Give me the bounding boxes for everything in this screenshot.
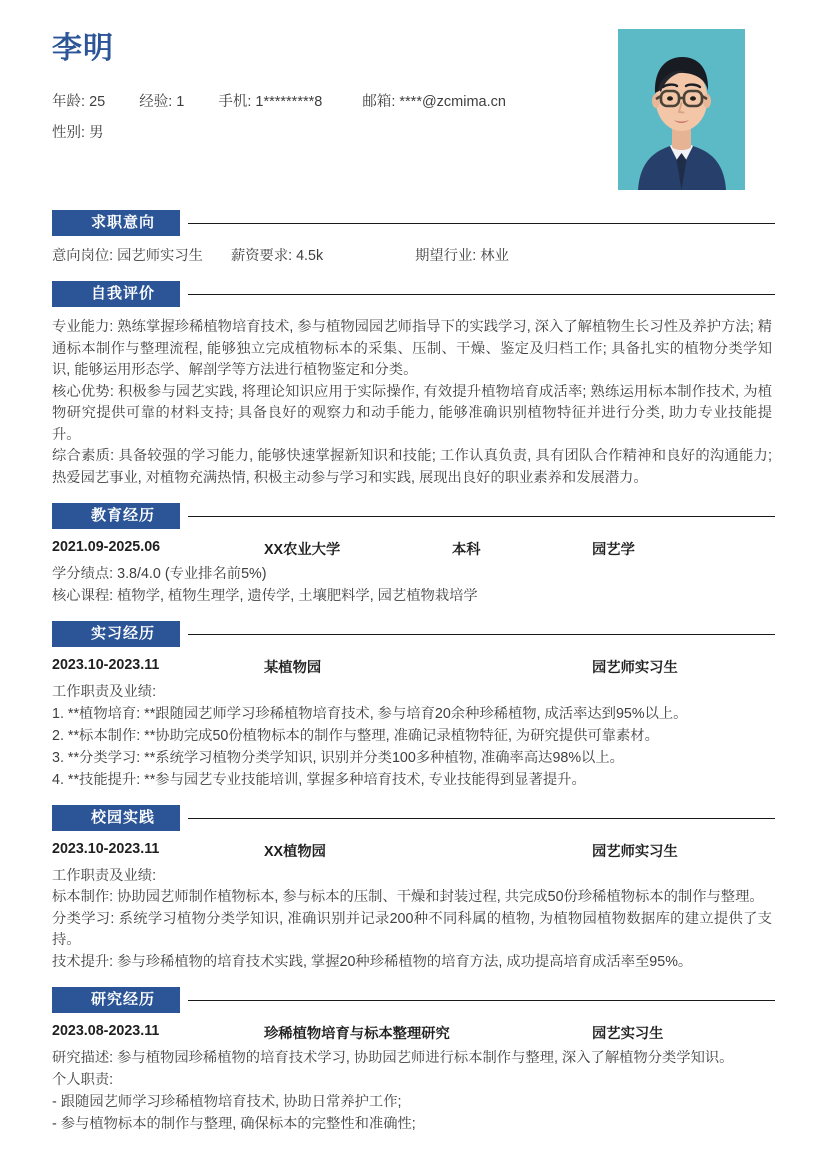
education-courses: 核心课程: 植物学, 植物生理学, 遗传学, 土壤肥料学, 园艺植物栽培学	[52, 588, 478, 604]
campus-entry-row	[52, 841, 775, 865]
job-intent-salary-label: 薪资要求:	[230, 248, 293, 264]
contact-email	[362, 95, 506, 110]
section-rule	[188, 223, 775, 224]
section-rule	[188, 818, 775, 819]
candidate-photo	[618, 29, 745, 190]
list-item: - 参与植物标本的制作与整理, 确保标本的完整性和准确性;	[52, 1116, 416, 1132]
list-item: 4. **技能提升: **参与园艺专业技能培训, 掌握多种培育技术, 专业技能得到显著提升。	[52, 772, 586, 788]
contact-age-label: 年龄:	[52, 94, 86, 110]
research-description: 研究描述: 参与植物园珍稀植物的培育技术学习, 协助园艺师进行标本制作与整理, 深入了解植物分类学知识。	[52, 1050, 734, 1066]
section-research	[45, 987, 775, 1135]
section-title-self-evaluation: 自我评价	[52, 281, 180, 307]
self-eval-paragraph: 核心优势: 积极参与园艺实践, 将理论知识应用于实际操作, 有效提升植物培育成活率; 熟练运用标本制作技术, 为植物研究提供可靠的材料支持; 具备良好的观察力和动手能力, 能够准确识别植物特征并进行分类, 助力专业技能提升。	[52, 383, 772, 443]
section-title-research: 研究经历	[52, 987, 180, 1013]
contact-gender-label: 性别:	[52, 125, 86, 141]
research-date: 2023.08-2023.11	[52, 1023, 160, 1039]
section-job-intent	[45, 210, 775, 267]
section-rule	[188, 634, 775, 635]
internship-role: 园艺师实习生	[592, 660, 678, 676]
internship-company: 某植物园	[264, 660, 322, 676]
section-heading-self-evaluation	[45, 281, 775, 307]
campus-paragraph: 分类学习: 系统学习植物分类学知识, 准确识别并记录200种不同科属的植物, 为植物园植物数据库的建立提供了支持。	[52, 910, 772, 948]
campus-role: 园艺师实习生	[592, 844, 678, 860]
campus-duties-label: 工作职责及业绩:	[52, 868, 157, 884]
contact-gender-value: 男	[89, 125, 104, 141]
section-title-education: 教育经历	[52, 503, 180, 529]
resume-header	[45, 0, 775, 196]
self-eval-paragraph: 专业能力: 熟练掌握珍稀植物培育技术, 参与植物园园艺师指导下的实践学习, 深入了解植物生长习性及养护方法; 精通标本制作与整理流程, 能够独立完成植物标本的采集、压制、干燥、鉴定及归档工作; 具备扎实的植物分类学知识, 能够运用形态学、解剖学等方法进行植物鉴定和分类。	[52, 319, 772, 378]
section-rule	[188, 516, 775, 517]
research-entry-row	[52, 1023, 775, 1047]
contact-row-primary	[52, 95, 506, 110]
campus-paragraph: 标本制作: 协助园艺师制作植物标本, 参与标本的压制、干燥和封装过程, 共完成50份珍稀植物标本的制作与整理。	[52, 889, 764, 905]
internship-entry-row	[52, 657, 775, 681]
education-gpa: 学分绩点: 3.8/4.0 (专业排名前5%)	[52, 566, 267, 582]
section-title-campus-practice: 校园实践	[52, 805, 180, 831]
job-intent-industry-value: 林业	[480, 248, 509, 264]
campus-paragraph: 技术提升: 参与珍稀植物的培育技术实践, 掌握20种珍稀植物的培育方法, 成功提高培育成活率至95%。	[52, 953, 693, 970]
list-item: 3. **分类学习: **系统学习植物分类学知识, 识别并分类100多种植物, 准确率高达98%以上。	[52, 750, 624, 766]
campus-date: 2023.10-2023.11	[52, 841, 160, 857]
candidate-name: 李明	[52, 32, 114, 65]
section-rule	[188, 1000, 775, 1001]
contact-email-value: ****@zcmima.cn	[399, 94, 506, 110]
internship-bullets	[52, 703, 775, 791]
contact-experience	[139, 95, 184, 110]
research-project: 珍稀植物培育与标本整理研究	[264, 1026, 450, 1042]
section-heading-job-intent	[45, 210, 775, 236]
internship-duties-label: 工作职责及业绩:	[52, 684, 157, 700]
contact-experience-label: 经验:	[139, 94, 173, 110]
section-heading-research	[45, 987, 775, 1013]
section-heading-internship	[45, 621, 775, 647]
list-item: - 跟随园艺师学习珍稀植物培育技术, 协助日常养护工作;	[52, 1094, 402, 1110]
education-entry-row	[52, 539, 775, 563]
section-rule	[188, 294, 775, 295]
contact-phone-label: 手机:	[218, 94, 252, 110]
education-major: 园艺学	[592, 542, 635, 558]
contact-gender	[52, 126, 104, 141]
section-title-internship: 实习经历	[52, 621, 180, 647]
self-eval-paragraph: 综合素质: 具备较强的学习能力, 能够快速掌握新知识和技能; 工作认真负责, 具有团队合作精神和良好的沟通能力; 热爱园艺事业, 对植物充满热情, 积极主动参与学习和实践, 展现出良好的职业素养和发展潜力。	[52, 448, 772, 486]
photo-illustration	[618, 29, 745, 190]
research-bullets	[52, 1091, 775, 1135]
job-intent-position-value: 园艺师实习生	[117, 248, 203, 264]
research-role: 园艺实习生	[592, 1026, 664, 1042]
list-item: 2. **标本制作: **协助完成50份植物标本的制作与整理, 准确记录植物特征, 为研究提供可靠素材。	[52, 728, 659, 744]
job-intent-industry-label: 期望行业:	[415, 248, 477, 264]
contact-age	[52, 95, 105, 110]
campus-company: XX植物园	[264, 844, 326, 860]
section-heading-education	[45, 503, 775, 529]
job-intent-salary-value: 4.5k	[296, 248, 324, 264]
section-education	[45, 503, 775, 607]
list-item: 1. **植物培育: **跟随园艺师学习珍稀植物培育技术, 参与培育20余种珍稀植物, 成活率达到95%以上。	[52, 706, 688, 722]
job-intent-row	[52, 246, 775, 267]
section-internship	[45, 621, 775, 791]
job-intent-position-label: 意向岗位:	[52, 248, 114, 264]
education-degree: 本科	[452, 542, 481, 558]
section-heading-campus-practice	[45, 805, 775, 831]
contact-email-label: 邮箱:	[362, 94, 396, 110]
section-title-job-intent: 求职意向	[52, 210, 180, 236]
section-campus-practice	[45, 805, 775, 973]
contact-age-value: 25	[89, 94, 106, 110]
education-school: XX农业大学	[264, 542, 341, 558]
contact-phone	[218, 95, 322, 110]
section-self-evaluation	[45, 281, 775, 489]
contact-row-secondary	[52, 126, 104, 141]
education-date: 2021.09-2025.06	[52, 539, 161, 555]
internship-date: 2023.10-2023.11	[52, 657, 160, 673]
contact-phone-value: 1*********8	[255, 94, 323, 110]
contact-experience-value: 1	[176, 94, 185, 110]
research-duties-label: 个人职责:	[52, 1072, 114, 1088]
